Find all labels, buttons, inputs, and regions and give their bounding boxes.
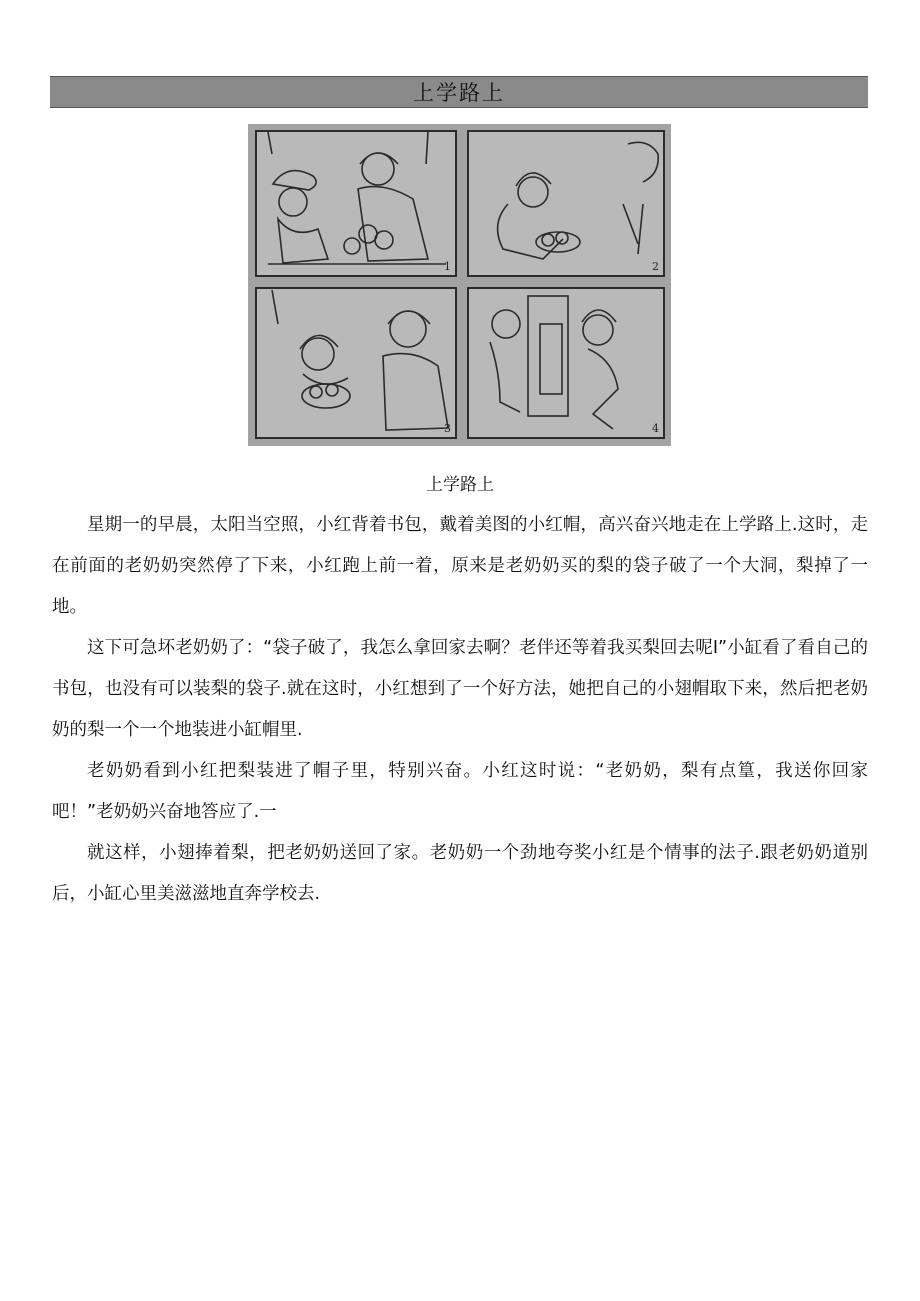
figure-caption: 上学路上 xyxy=(426,475,494,495)
comic-panel-3 xyxy=(256,288,456,438)
panel-number-1: 1 xyxy=(444,260,451,273)
comic-panel-2 xyxy=(468,131,664,276)
comic-illustration xyxy=(248,124,671,446)
story-paragraph: 老奶奶看到小红把梨装进了帽子里，特别兴奋。小红这时说：“老奶奶，梨有点篁，我送你回家吧！”老奶奶兴奋地答应了.一 xyxy=(52,761,868,822)
title-banner xyxy=(50,76,868,108)
story-paragraph: 星期一的早晨，太阳当空照，小红背着书包，戴着美图的小红帽，高兴奋兴地走在上学路上.这时，走在前面的老奶奶突然停了下来，小红跑上前一着，原来是老奶奶买的梨的袋子破了一个大洞，梨掉了一地。 xyxy=(52,515,868,617)
story-body xyxy=(52,505,868,915)
panel-number-3: 3 xyxy=(444,422,451,435)
story-paragraph: 这下可急坏老奶奶了：“袋子破了，我怎么拿回家去啊？老伴还等着我买梨回去呢I”小缸看了看自己的书包，也没有可以装梨的袋子.就在这时，小红想到了一个好方法，她把自己的小翅帽取下来，然后把老奶奶的梨一个一个地装进小缸帽里. xyxy=(52,638,868,740)
panel-number-4: 4 xyxy=(652,422,659,435)
story-paragraph: 就这样，小翅捧着梨，把老奶奶送回了家。老奶奶一个劲地夸奖小红是个情事的法子.跟老奶奶道别后，小缸心里美滋滋地直奔学校去. xyxy=(52,843,868,904)
page-title: 上学路上 xyxy=(413,81,505,105)
panel-number-2: 2 xyxy=(652,260,659,273)
